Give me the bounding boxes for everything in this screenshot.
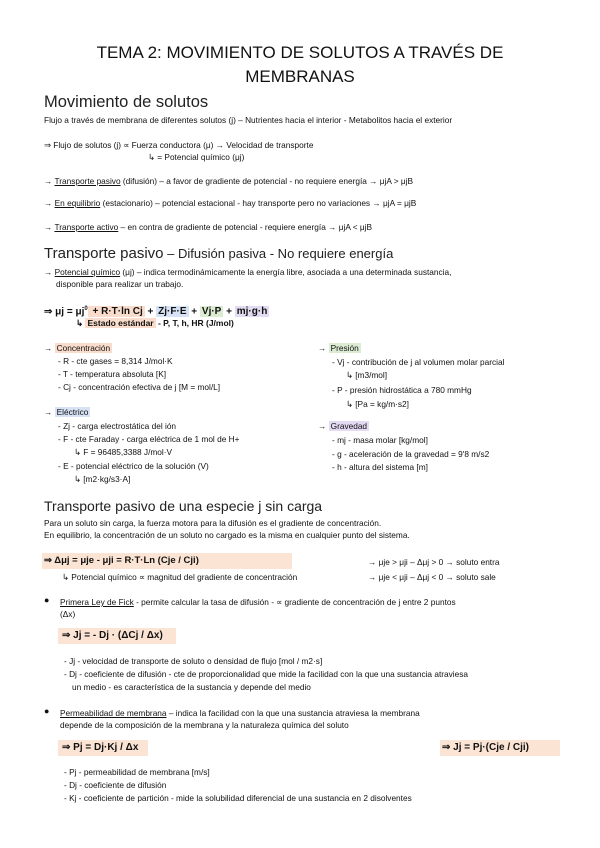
fick-term: Primera Ley de Fick (60, 597, 134, 607)
equilibrium-term: En equilibrio (54, 198, 101, 208)
electric-heading (44, 407, 90, 418)
heading-especie-sin-carga: Transporte pasivo de una especie j sin carga (44, 498, 323, 514)
conc-item: - T - temperatura absoluta [K] (58, 369, 167, 379)
concentration-heading (44, 343, 112, 354)
fick-item: - Jj - velocidad de transporte de soluto o densidad de flujo [mol / m2·s] (64, 656, 323, 666)
perm-item: - Kj - coeficiente de partición - mide la solubilidad diferencial de una sustancia en 2 disolventes (64, 793, 412, 803)
arrow: → (44, 198, 55, 208)
permeability-term: Permeabilidad de membrana (60, 708, 167, 718)
passive-desc: (difusión) – a favor de gradiente de potencial - no requiere energía → μjA > μjB (120, 176, 414, 186)
pressure-heading (318, 343, 361, 354)
bullet: ● (44, 706, 50, 716)
arrow: → (44, 343, 55, 353)
heading-movimiento-solutos: Movimiento de solutos (44, 93, 209, 111)
heading-b: – Difusión pasiva - No requiere energía (163, 246, 394, 261)
eq-zero: 0 (84, 306, 88, 312)
pressure-label: Presión (330, 343, 359, 353)
arrow: → (44, 407, 55, 417)
solute-exits-line: → μje < μji – Δμj < 0 → soluto sale (368, 572, 496, 582)
uncharged-line-1: Para un soluto sin carga, la fuerza motora para la difusión es el gradiente de concentración. (44, 518, 382, 528)
pres-item: ↳ [Pa = kg/m·s2] (346, 399, 409, 409)
flux-permeability-equation: ⇒ Jj = Pj·(Cje / Cji) (442, 742, 530, 753)
solute-enters-line: → μje > μji – Δμj > 0 → soluto entra (368, 557, 500, 567)
eq-term-elec: Zj·F·E (158, 306, 187, 318)
grav-item: - mj - masa molar [kg/mol] (332, 435, 428, 445)
eq-term-conc: + R·T·ln Cj (89, 306, 143, 318)
active-line (44, 222, 372, 233)
arrow: → (318, 421, 329, 431)
equilibrium-line (44, 198, 416, 209)
standard-state-desc: - P, T, h, HR (J/mol) (155, 318, 234, 328)
potential-line (44, 267, 451, 278)
fick-line (60, 597, 456, 608)
intro-line: Flujo a través de membrana de diferentes solutos (j) – Nutrientes hacia el interior - Metabolitos hacia el exterior (44, 115, 453, 125)
fick-equation: ⇒ Jj = - Dj · (ΔCj / Δx) (62, 630, 163, 641)
page-title-line-1: TEMA 2: MOVIMIENTO DE SOLUTOS A TRAVÉS DE (96, 43, 504, 62)
equilibrium-desc: (estacionario) – potencial estacional - hay transporte pero no variaciones → μjA = μjB (100, 198, 417, 208)
arrow: → (44, 176, 55, 186)
grav-item: - g - aceleración de la gravedad = 9'8 m/s2 (332, 449, 490, 459)
page-title-line-2: MEMBRANAS (245, 67, 355, 86)
standard-state-term: Estado estándar (87, 318, 154, 328)
flux-sub-line: ↳ = Potencial químico (μj) (148, 152, 245, 162)
std-arrow: ↳ (76, 318, 86, 328)
permeability-desc: – indica la facilidad con la que una sustancia atraviesa la membrana (166, 708, 420, 718)
uncharged-line-2: En equilibrio, la concentración de un soluto no cargado es la misma en cualquier punto del sistema. (44, 530, 410, 540)
permeability-line-2: depende de la composición de la membrana y la naturaleza química del soluto (60, 720, 349, 730)
electric-label: Eléctrico (56, 407, 89, 417)
delta-mu-sub: ↳ Potencial químico ∝ magnitud del gradiente de concentración (62, 572, 298, 582)
passive-term: Transporte pasivo (54, 176, 121, 186)
elec-item: ↳ [m2·kg/s3·A] (74, 474, 131, 484)
arrow: → (44, 222, 55, 232)
flux-line: ⇒ Flujo de solutos (j) ∝ Fuerza conductora (μ) → Velocidad de transporte (44, 140, 314, 150)
concentration-label: Concentración (56, 343, 111, 353)
elec-item: - F - cte Faraday - carga eléctrica de 1 mol de H+ (58, 434, 240, 444)
standard-state-line (76, 318, 234, 329)
chemical-potential-equation (44, 302, 269, 319)
perm-item: - Dj - coeficiente de difusión (64, 780, 167, 790)
fick-line-2: (Δx) (60, 609, 76, 619)
eq-plus: + (144, 306, 157, 318)
potential-desc: (μj) – indica termodinámicamente la energía libre, asociada a una determinada sustancia, (120, 267, 452, 277)
elec-item: - Zj - carga electrostática del ión (58, 421, 177, 431)
potential-line-2: disponible para realizar un trabajo. (56, 279, 184, 289)
fick-item: un medio - es característica de la sustancia y depende del medio (72, 682, 311, 692)
permeability-equation: ⇒ Pj = Dj·Kj / Δx (62, 742, 139, 753)
eq-plus: + (188, 306, 200, 318)
pres-item: - P - presión hidrostática a 780 mmHg (332, 385, 472, 395)
fick-item: - Dj - coeficiente de difusión - cte de proporcionalidad que mide la facilidad con la que una sustancia atraviesa (64, 669, 469, 679)
active-desc: – en contra de gradiente de potencial - requiere energía → μjA < μjB (118, 222, 373, 232)
perm-item: - Pj - permeabilidad de membrana [m/s] (64, 767, 210, 777)
arrow: → (318, 343, 329, 353)
eq-term-pres: Vj·P (201, 306, 222, 318)
elec-item: ↳ F = 96485,3388 J/mol·V (74, 447, 173, 457)
passive-line (44, 176, 413, 187)
heading-a: Transporte pasivo (44, 245, 164, 262)
elec-item: - E - potencial eléctrico de la solución (V) (58, 461, 209, 471)
potential-term: Potencial químico (54, 267, 121, 277)
gravity-label: Gravedad (330, 421, 368, 431)
gravity-heading (318, 421, 369, 432)
fick-desc: - permite calcular la tasa de difusión - ∝ gradiente de concentración de j entre 2 puntos (133, 597, 456, 607)
grav-item: - h - altura del sistema [m] (332, 462, 428, 472)
delta-mu-equation: ⇒ Δμj = μje - μji = R·T·Ln (Cje / Cji) (44, 555, 199, 566)
active-term: Transporte activo (54, 222, 119, 232)
eq-arrow: ⇒ μj = μj (44, 306, 85, 318)
permeability-line (60, 708, 420, 719)
heading-transporte-pasivo (44, 245, 393, 262)
pres-item: - Vj - contribución de j al volumen molar parcial (332, 357, 505, 367)
bullet: ● (44, 595, 50, 605)
pres-item: ↳ [m3/mol] (346, 370, 388, 380)
arrow: → (44, 267, 55, 277)
conc-item: - Cj - concentración efectiva de j [M = mol/L] (58, 382, 221, 392)
eq-term-grav: mj·g·h (236, 306, 268, 318)
eq-plus: + (223, 306, 235, 318)
conc-item: - R - cte gases = 8,314 J/mol·K (58, 356, 173, 366)
